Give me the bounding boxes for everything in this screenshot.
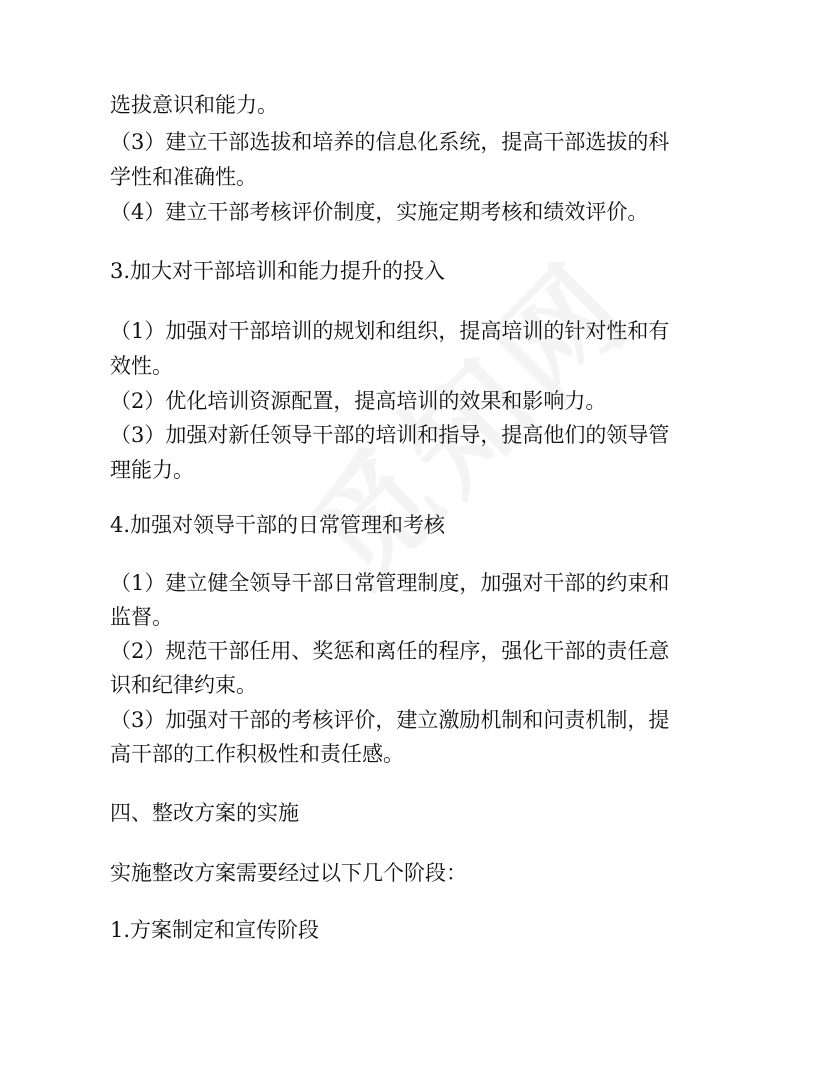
section-heading: 4.加强对领导干部的日常管理和考核	[110, 513, 446, 537]
section-heading: 1.方案制定和宣传阶段	[110, 918, 320, 942]
paragraph-line: 理能力。	[110, 458, 194, 482]
paragraph-line: （4）建立干部考核评价制度，实施定期考核和绩效评价。	[110, 200, 649, 224]
section-heading: 四、整改方案的实施	[110, 801, 299, 825]
paragraph-line: 识和纪律约束。	[110, 673, 257, 697]
paragraph-line: （2）优化培训资源配置，提高培训的效果和影响力。	[110, 389, 607, 413]
paragraph-line: （1）建立健全领导干部日常管理制度，加强对干部的约束和	[110, 571, 670, 595]
paragraph-line: 效性。	[110, 354, 173, 378]
paragraph-line: 学性和准确性。	[110, 165, 257, 189]
paragraph-line: 实施整改方案需要经过以下几个阶段：	[110, 861, 467, 885]
paragraph-line: （2）规范干部任用、奖惩和离任的程序，强化干部的责任意	[110, 639, 670, 663]
paragraph-line: （3）加强对新任领导干部的培训和指导，提高他们的领导管	[110, 423, 670, 447]
paragraph-line: 高干部的工作积极性和责任感。	[110, 742, 404, 766]
section-heading: 3.加大对干部培训和能力提升的投入	[110, 259, 446, 283]
paragraph-line: （3）加强对干部的考核评价，建立激励机制和问责机制，提	[110, 708, 670, 732]
paragraph-line: （1）加强对干部培训的规划和组织，提高培训的针对性和有	[110, 319, 670, 343]
paragraph-line: 监督。	[110, 605, 173, 629]
paragraph-line: （3）建立干部选拔和培养的信息化系统，提高干部选拔的科	[110, 130, 670, 154]
paragraph-line: 选拔意识和能力。	[110, 93, 278, 117]
